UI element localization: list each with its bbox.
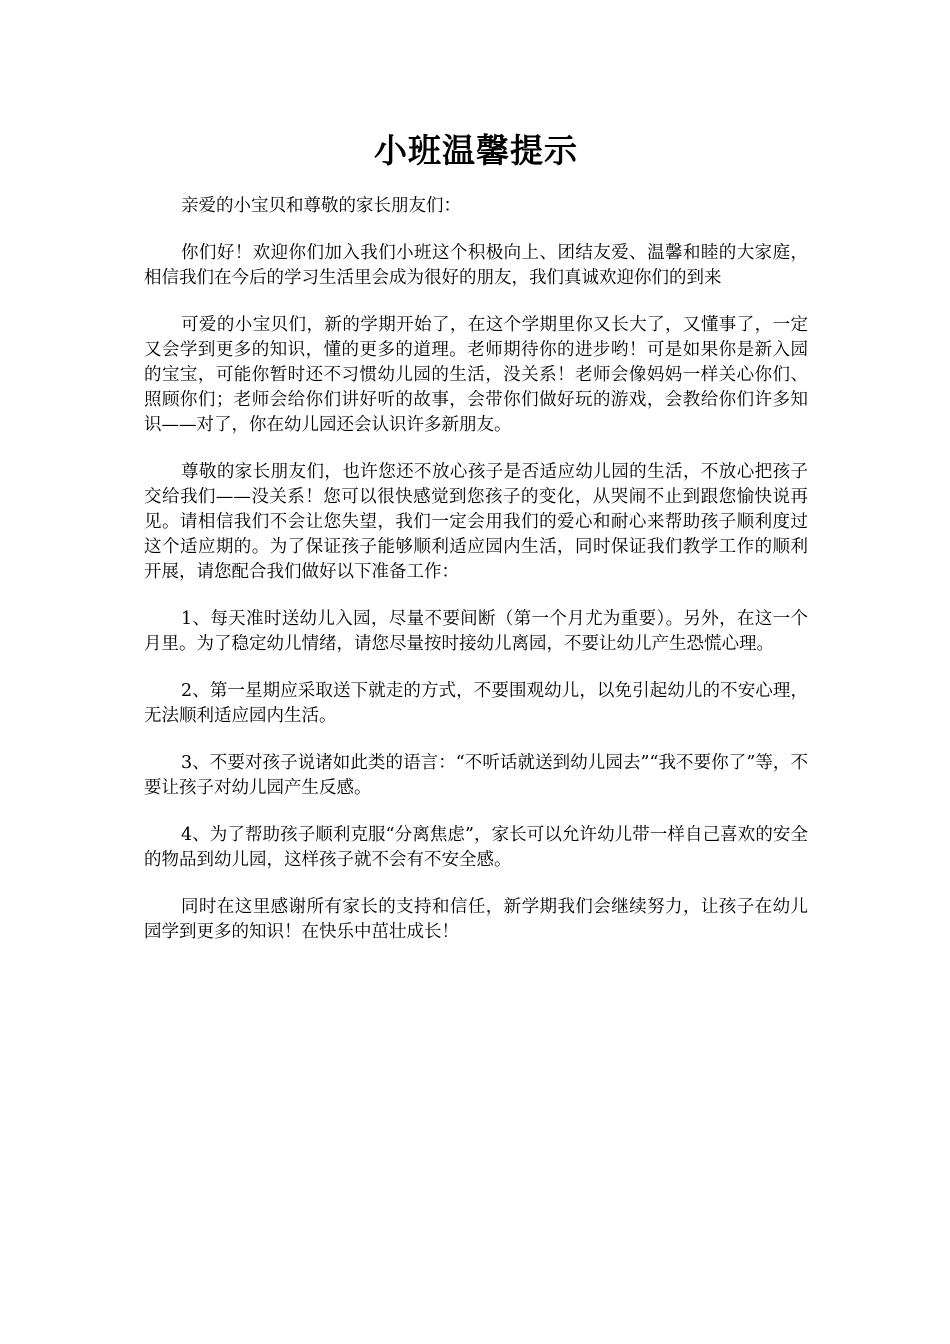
document-page: [144, 128, 808, 945]
page-title: 小班温馨提示: [374, 131, 578, 170]
paragraph-to-children: 可爱的小宝贝们，新的学期开始了，在这个学期里你又长大了，又懂事了，一定又会学到更多的知识，懂的更多的道理。老师期待你的进步哟！可是如果你是新入园的宝宝，可能你暂时还不习惯幼儿园的生活，没关系！老师会像妈妈一样关心你们、照顾你们；老师会给你们讲好听的故事，会带你们做好玩的游戏，会教给你们许多知识——对了，你在幼儿园还会认识许多新朋友。: [144, 315, 808, 435]
tip-item-3: 3、不要对孩子说诸如此类的语言：“不听话就送到幼儿园去”“我不要你了”等，不要让孩子对幼儿园产生反感。: [144, 753, 808, 798]
closing-paragraph: 同时在这里感谢所有家长的支持和信任，新学期我们会继续努力，让孩子在幼儿园学到更多的知识！在快乐中茁壮成长！: [144, 897, 808, 942]
salutation: 亲爱的小宝贝和尊敬的家长朋友们：: [181, 196, 461, 216]
tip-item-2: 2、第一星期应采取送下就走的方式，不要围观幼儿，以免引起幼儿的不安心理，无法顺利适应园内生活。: [144, 681, 808, 726]
tip-item-4: 4、为了帮助孩子顺利克服“分离焦虑”，家长可以允许幼儿带一样自己喜欢的安全的物品到幼儿园，这样孩子就不会有不安全感。: [144, 825, 808, 870]
paragraph-to-parents: 尊敬的家长朋友们，也许您还不放心孩子是否适应幼儿园的生活，不放心把孩子交给我们——没关系！您可以很快感觉到您孩子的变化，从哭闹不止到跟您愉快说再见。请相信我们不会让您失望，我们一定会用我们的爱心和耐心来帮助孩子顺利度过这个适应期的。为了保证孩子能够顺利适应园内生活，同时保证我们教学工作的顺利开展，请您配合我们做好以下准备工作：: [144, 462, 808, 582]
paragraph-welcome: 你们好！欢迎你们加入我们小班这个积极向上、团结友爱、温馨和睦的大家庭，相信我们在今后的学习生活里会成为很好的朋友，我们真诚欢迎你们的到来: [144, 243, 808, 288]
tip-item-1: 1、每天准时送幼儿入园，尽量不要间断（第一个月尤为重要）。另外，在这一个月里。为了稳定幼儿情绪，请您尽量按时接幼儿离园，不要让幼儿产生恐慌心理。: [144, 609, 808, 654]
